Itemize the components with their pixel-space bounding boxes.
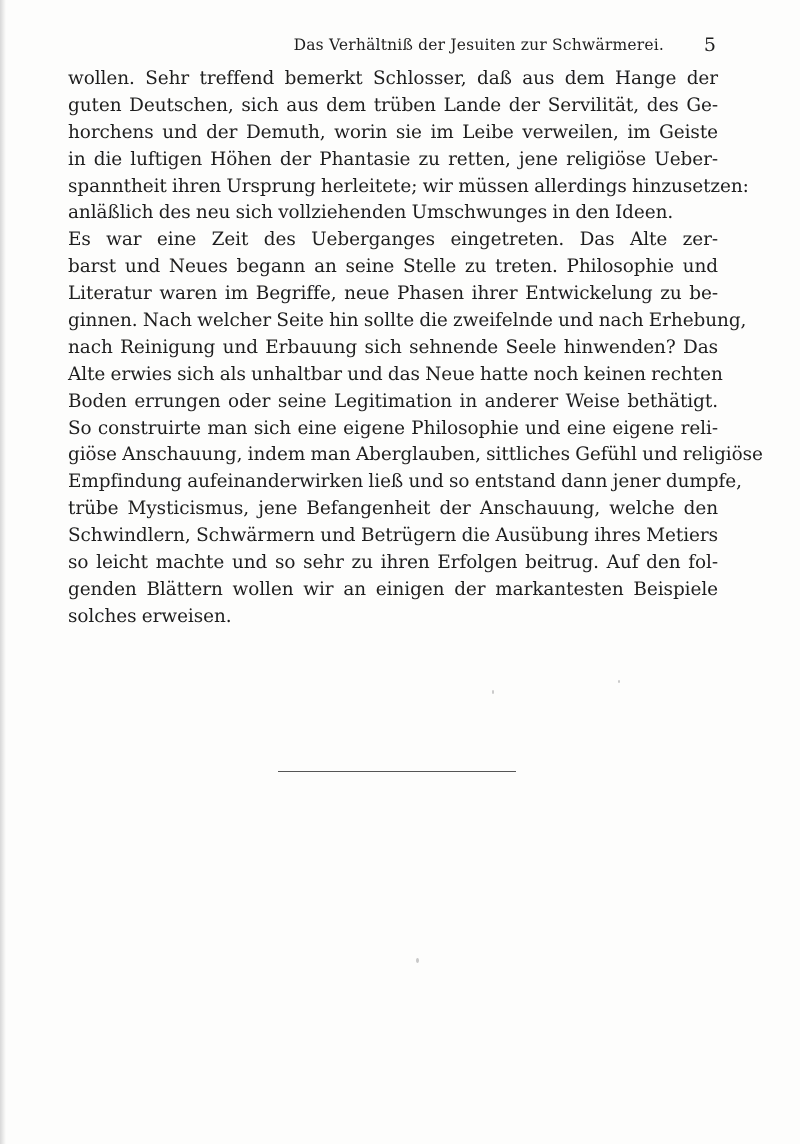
text-line: Literatur waren im Begriffe, neue Phasen ihrer Entwickelung zu be- xyxy=(68,283,718,305)
text-line: spanntheit ihren Ursprung herleitete; wir müssen allerdings hinzusetzen: xyxy=(68,175,749,197)
text-line: Alte erwies sich als unhaltbar und das Neue hatte noch keinen rechten xyxy=(68,363,723,385)
scan-speck xyxy=(416,958,419,963)
text-line: ginnen. Nach welcher Seite hin sollte die zweifelnde und nach Erhebung, xyxy=(68,310,747,332)
text-line: guten Deutschen, sich aus dem trüben Lande der Servilität, des Ge- xyxy=(68,94,718,116)
scan-speck xyxy=(618,680,620,683)
text-line: genden Blättern wollen wir an einigen der markantesten Beispiele xyxy=(68,578,718,600)
running-title: Das Verhältniß der Jesuiten zur Schwärmerei. xyxy=(293,36,664,54)
page-number: 5 xyxy=(703,34,716,56)
text-line: Empfindung aufeinanderwirken ließ und so entstand dann jener dumpfe, xyxy=(68,471,742,493)
text-line: trübe Mysticismus, jene Befangenheit der Anschauung, welche den xyxy=(68,498,718,520)
scan-speck xyxy=(492,690,494,694)
text-line: in die luftigen Höhen der Phantasie zu retten, jene religiöse Ueber- xyxy=(68,148,718,170)
text-line: wollen. Sehr treffend bemerkt Schlosser, daß aus dem Hange der xyxy=(68,68,718,89)
scan-edge xyxy=(0,0,6,1144)
page-header xyxy=(60,34,716,58)
text-line: giöse Anschauung, indem man Aberglauben, sittliches Gefühl und religiöse xyxy=(68,444,763,466)
text-line: horchens und der Demuth, worin sie im Leibe verweilen, im Geiste xyxy=(68,121,718,143)
body-text xyxy=(68,66,763,631)
text-line: so leicht machte und so sehr zu ihren Erfolgen beitrug. Auf den fol- xyxy=(68,552,718,574)
text-line: nach Reinigung und Erbauung sich sehnende Seele hinwenden? Das xyxy=(68,336,718,358)
text-line: Boden errungen oder seine Legitimation in anderer Weise bethätigt. xyxy=(68,390,718,412)
text-line: anläßlich des neu sich vollziehenden Umschwunges in den Ideen. xyxy=(68,202,674,224)
text-line: barst und Neues begann an seine Stelle zu treten. Philosophie und xyxy=(68,256,718,278)
text-line: Es war eine Zeit des Ueberganges eingetreten. Das Alte zer- xyxy=(68,229,718,251)
text-line: solches erweisen. xyxy=(68,605,232,627)
closing-rule xyxy=(278,771,516,772)
text-line: So construirte man sich eine eigene Philosophie und eine eigene reli- xyxy=(68,417,718,439)
text-line: Schwindlern, Schwärmern und Betrügern die Ausübung ihres Metiers xyxy=(68,525,718,547)
